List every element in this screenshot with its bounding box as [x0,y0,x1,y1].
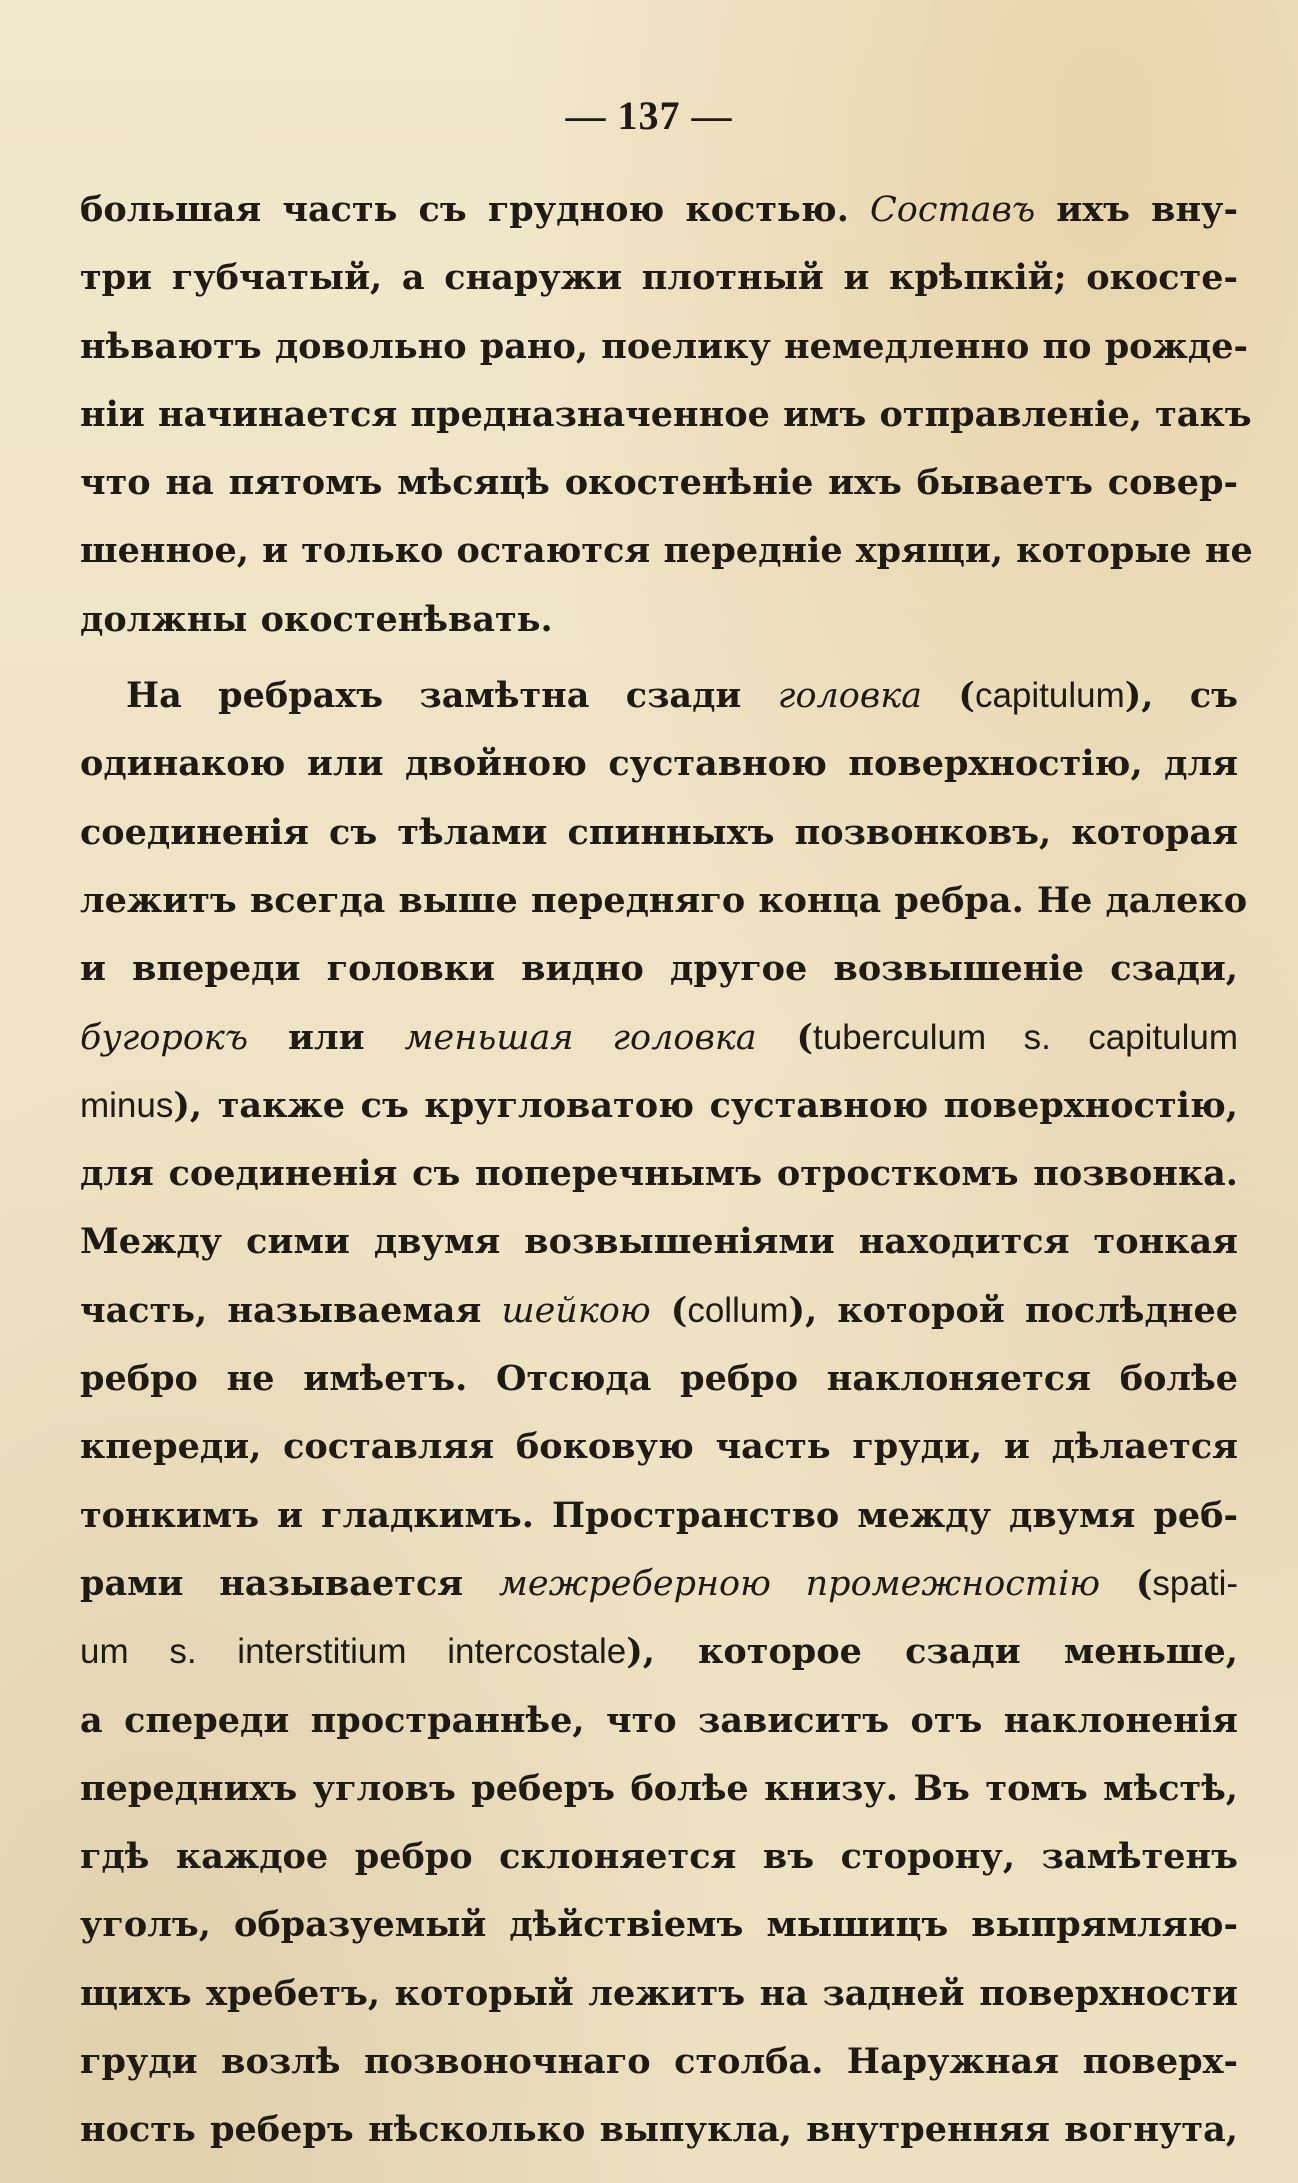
text-line: ребро не имѣетъ. Отсюда ребро наклоняется болѣе [80,1358,1238,1400]
italic-term: Составъ [870,190,1036,230]
text-line: а спереди пространнѣе, что зависитъ отъ наклоненія [80,1699,1238,1741]
text-line: переднихъ угловъ реберъ болѣе книзу. Въ томъ мѣстѣ, [80,1767,1238,1809]
text-line: гдѣ каждое ребро склоняется въ сторону, замѣтенъ [80,1836,1238,1878]
latin-term: minus [80,1085,174,1125]
text-line: щихъ хребетъ, который лежитъ на задней поверхности [80,1972,1238,2014]
text-line: um s. interstitium intercostale), которое сзади меньше, [80,1631,1238,1673]
italic-term: меньшая головка [404,1017,757,1058]
italic-term: шейкою [501,1290,651,1331]
text-line: что на пятомъ мѣсяцѣ окостенѣніе ихъ бываетъ совер- [80,462,1238,504]
text-line: три губчатый, а снаружи плотный и крѣпкій; окосте- [80,257,1238,299]
text-line: груди возлѣ позвоночнаго столба. Наружная поверх- [80,2041,1238,2083]
text-line: и впереди головки видно другое возвышеніе сзади, [80,948,1238,990]
text-line: одинакою или двойною суставною поверхностію, для [80,743,1238,785]
latin-term: spati- [1152,1563,1239,1603]
text-line: рами называется межреберною промежностію (spati- [80,1562,1239,1604]
text-line: часть, называемая шейкою (collum), которой послѣднее [80,1289,1238,1331]
italic-term: головка [777,676,923,717]
latin-term: um s. interstitium intercostale [80,1632,627,1672]
text-line: бугорокъ или меньшая головка (tuberculum s. capitulum [80,1016,1239,1058]
text-line: соединенія съ тѣлами спинныхъ позвонковъ, которая [80,811,1238,853]
text-line: большая часть съ грудною костью. Составъ ихъ вну- [80,189,1238,230]
text-line: На ребрахъ замѣтна сзади головка (capitulum), съ [126,675,1238,717]
body-text [80,176,1253,2165]
text-line: лежитъ всегда выше передняго конца ребра. Не далеко [80,879,1248,921]
latin-term: tuberculum s. capitulum [813,1017,1239,1057]
latin-term: collum [687,1290,789,1330]
text-line: тонкимъ и гладкимъ. Пространство между двумя реб- [80,1494,1238,1536]
italic-term: межреберною промежностію [498,1563,1101,1604]
italic-term: бугорокъ [80,1017,249,1058]
latin-term: capitulum [974,676,1125,716]
text-line: Между сими двумя возвышеніями находится тонкая [80,1221,1238,1263]
text-line: minus), также съ кругловатою суставною поверхностію, [80,1084,1238,1126]
text-line: должны окостенѣвать. [80,598,553,640]
paragraph-break [80,654,1238,662]
text-line: ность реберъ нѣсколько выпукла, внутренняя вогнута, [80,2109,1238,2151]
text-line: шенное, и только остаются передніе хрящи, которые не [80,530,1253,572]
text-line: для соединенія съ поперечнымъ отросткомъ позвонка. [80,1153,1238,1195]
text-line: кпереди, составляя боковую часть груди, и дѣлается [80,1426,1238,1468]
text-line: ніи начинается предназначенное имъ отправленіе, такъ [80,393,1252,435]
text-line: нѣваютъ довольно рано, поелику немедленно по рожде- [80,325,1248,367]
page-number: — 137 — [565,93,733,138]
text-line: уголъ, образуемый дѣйствіемъ мышицъ выпрямляю- [80,1904,1238,1946]
